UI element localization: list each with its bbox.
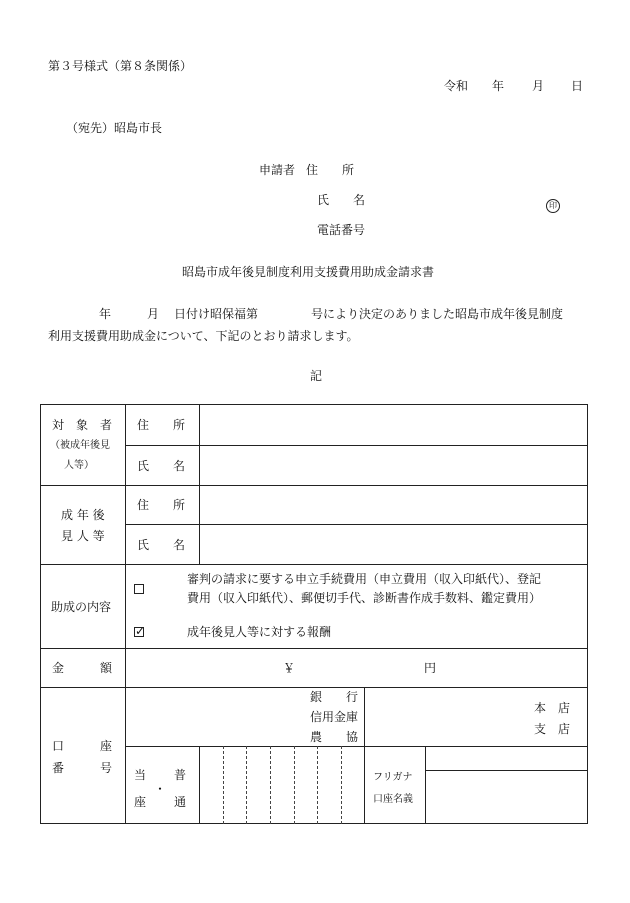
body-line1-part1: 日付け昭保福第 xyxy=(174,307,259,321)
account-label-line1: 口 座 xyxy=(52,739,113,753)
subject-label: 対 象 者 xyxy=(52,418,113,432)
table-line xyxy=(125,746,588,747)
digit-separator xyxy=(294,746,295,824)
shinkin-label: 信用金庫 xyxy=(310,710,359,724)
table-line xyxy=(125,404,126,824)
applicant-phone-label: 電話番号 xyxy=(317,223,366,237)
guardian-label-line2: 見 人 等 xyxy=(61,529,105,543)
table-line xyxy=(40,404,41,824)
body-line2: 利用支援費用助成金について、下記のとおり請求します。 xyxy=(48,329,359,343)
date-day: 日 xyxy=(571,79,584,93)
digit-separator xyxy=(246,746,247,824)
grant-option1-checkbox[interactable] xyxy=(134,584,144,594)
grant-option2-checkbox[interactable] xyxy=(134,624,146,638)
yen-symbol: ￥ xyxy=(283,661,296,675)
applicant-label: 申請者 xyxy=(259,163,296,177)
document-title: 昭島市成年後見制度利用支援費用助成金請求書 xyxy=(182,265,435,279)
table-line xyxy=(40,648,588,649)
table-line xyxy=(125,445,588,446)
honten-label: 本 店 xyxy=(534,701,571,715)
recipient: （宛先）昭島市長 xyxy=(66,121,163,135)
body-month: 月 xyxy=(147,307,160,321)
bank-label: 銀 行 xyxy=(310,690,359,704)
table-line xyxy=(40,404,588,405)
grant-label: 助成の内容 xyxy=(51,600,112,614)
account-type-separator: ・ xyxy=(154,782,167,796)
account-holder-label: 口座名義 xyxy=(373,794,413,805)
nokyo-label: 農 協 xyxy=(310,730,359,744)
body-year: 年 xyxy=(99,307,112,321)
account-type-futsu: 普 xyxy=(174,768,187,782)
account-type-toza: 当 xyxy=(134,768,147,782)
furigana-label: フリガナ xyxy=(373,772,413,783)
table-line xyxy=(425,746,426,824)
grant-option2-label: 成年後見人等に対する報酬 xyxy=(187,625,332,639)
table-line xyxy=(364,687,365,824)
shiten-label: 支 店 xyxy=(534,722,571,736)
guardian-label-line1: 成 年 後 xyxy=(61,508,105,522)
digit-separator xyxy=(341,746,342,824)
subject-address-label: 住 所 xyxy=(137,418,186,432)
table-line xyxy=(40,564,588,565)
account-type-za: 座 xyxy=(134,795,147,809)
digit-separator xyxy=(223,746,224,824)
account-label-line2: 番 号 xyxy=(52,761,113,775)
en-unit: 円 xyxy=(424,661,437,675)
form-number: 第３号様式（第８条関係） xyxy=(48,59,193,73)
digit-separator xyxy=(270,746,271,824)
applicant-name-label: 氏 名 xyxy=(317,193,366,207)
guardian-name-label: 氏 名 xyxy=(137,538,186,552)
table-line xyxy=(199,746,200,824)
table-line xyxy=(425,770,588,771)
grant-option1-line1: 審判の請求に要する申立手続費用（申立費用（収入印紙代）、登記 xyxy=(187,572,542,586)
check-mark-icon: ✓ xyxy=(135,624,146,638)
seal-mark-text: 印 xyxy=(546,199,560,213)
ki-heading: 記 xyxy=(310,369,323,383)
date-era: 令和 xyxy=(444,79,469,93)
subject-sub1: （被成年後見 xyxy=(50,440,110,451)
digit-separator xyxy=(317,746,318,824)
table-line xyxy=(40,687,588,688)
amount-label: 金 額 xyxy=(52,661,113,675)
grant-option1-line2: 費用（収入印紙代）、郵便切手代、診断書作成手数料、鑑定費用） xyxy=(187,591,542,605)
table-line xyxy=(587,404,588,824)
applicant-address-label: 住 所 xyxy=(306,163,355,177)
seal-mark xyxy=(546,193,560,213)
body-line1-part2: 号により決定のありました昭島市成年後見制度 xyxy=(311,307,564,321)
table-line xyxy=(40,823,588,824)
subject-sub2: 人等） xyxy=(64,460,94,471)
table-line xyxy=(40,485,588,486)
date-year: 年 xyxy=(492,79,505,93)
date-month: 月 xyxy=(532,79,545,93)
table-line xyxy=(125,524,588,525)
guardian-address-label: 住 所 xyxy=(137,498,186,512)
account-type-tsu: 通 xyxy=(174,795,187,809)
subject-name-label: 氏 名 xyxy=(137,459,186,473)
